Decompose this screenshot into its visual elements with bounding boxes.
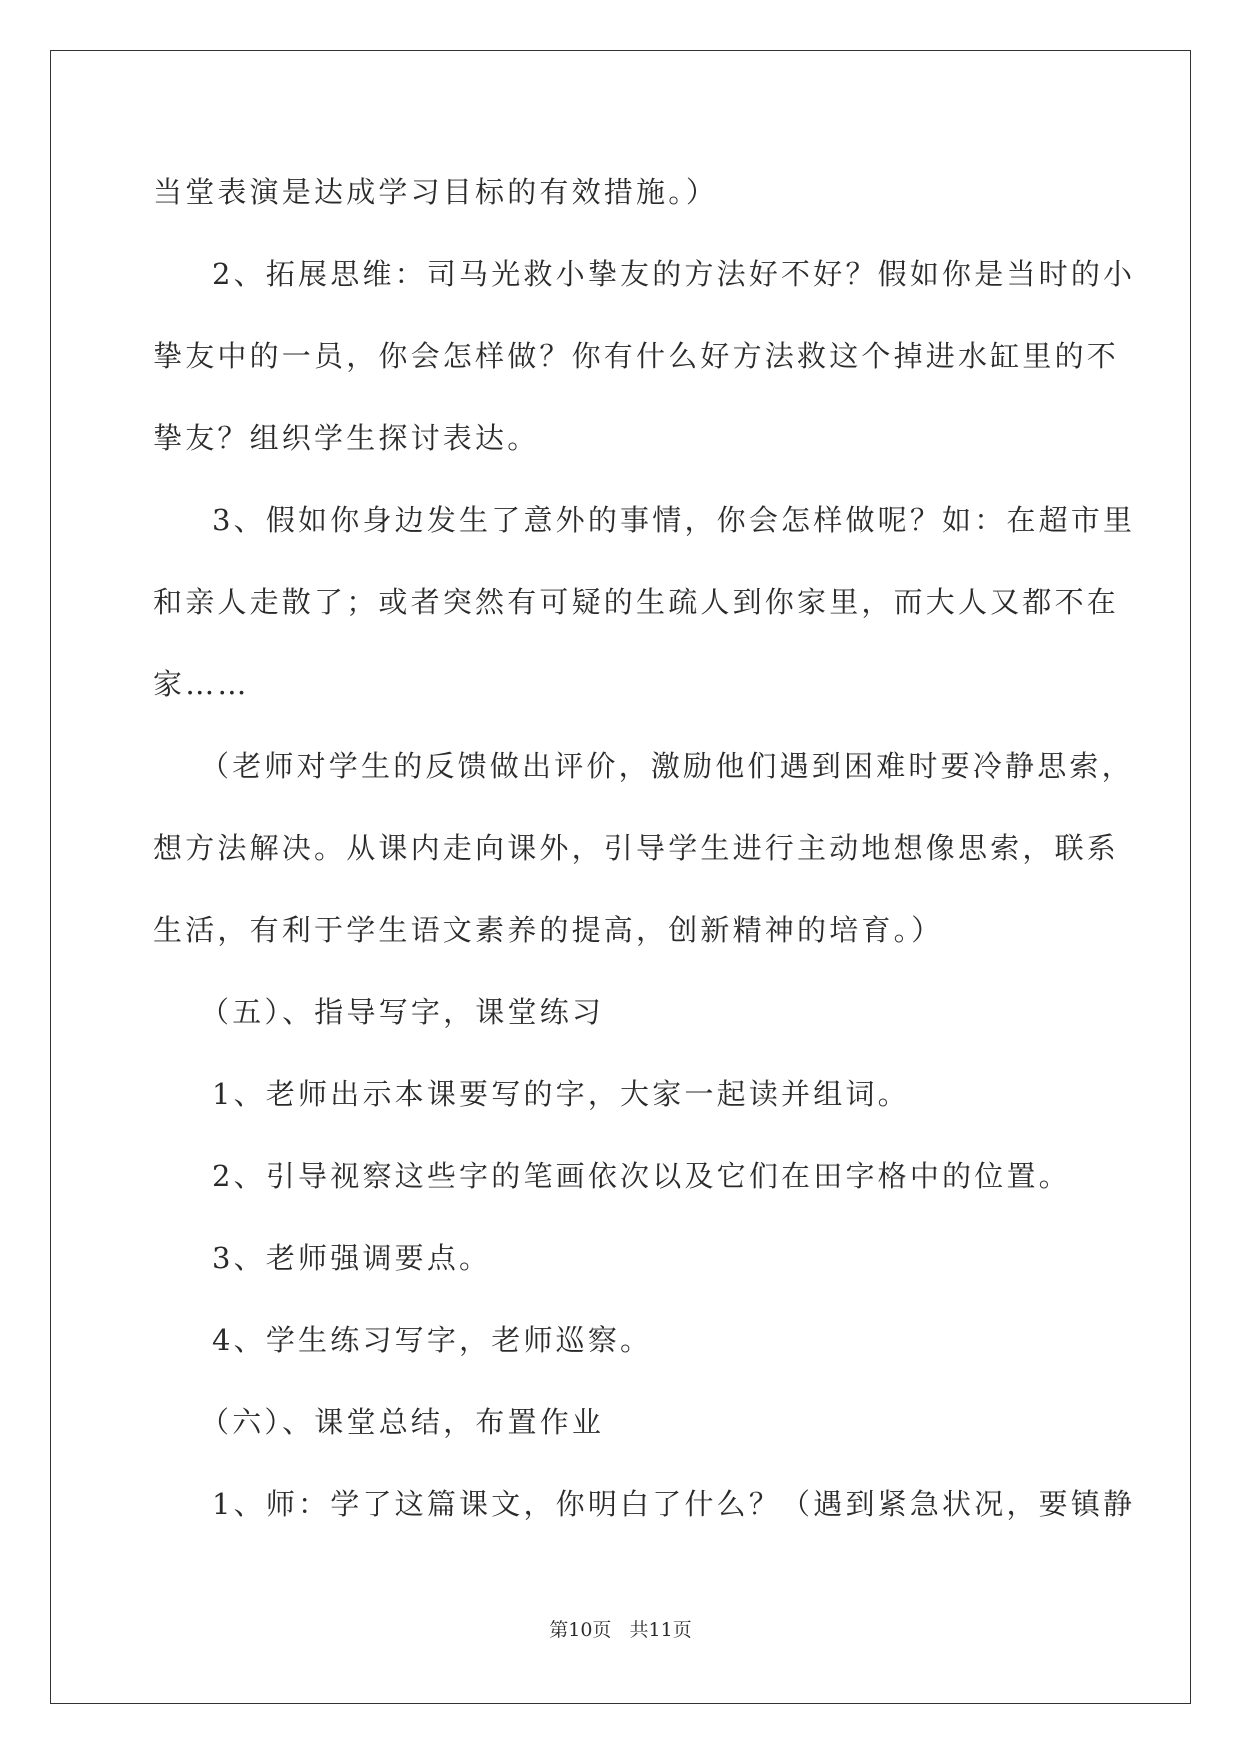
text-line: 2、引导视察这些字的笔画依次以及它们在田字格中的位置。 [212,1159,1071,1193]
text-line: 挚友？组织学生探讨表达。 [153,421,540,455]
text-line: 3、老师强调要点。 [212,1241,492,1275]
section-heading: （六）、课堂总结，布置作业 [200,1405,605,1439]
text-line: 3、假如你身边发生了意外的事情，你会怎样做呢？如：在超市里 [212,503,1136,537]
section-heading: （五）、指导写字，课堂练习 [200,995,605,1029]
text-line: 2、拓展思维：司马光救小挚友的方法好不好？假如你是当时的小 [212,257,1136,291]
text-line: 1、老师出示本课要写的字，大家一起读并组词。 [212,1077,910,1111]
text-line: 1、师：学了这篇课文，你明白了什么？（遇到紧急状况，要镇静 [212,1487,1136,1521]
text-line: 挚友中的一员，你会怎样做？你有什么好方法救这个掉进水缸里的不 [153,339,1120,373]
text-line: 家…… [153,667,250,701]
page-border [50,50,1191,1704]
text-line: 想方法解决。从课内走向课外，引导学生进行主动地想像思索，联系 [153,831,1120,865]
text-line: （老师对学生的反馈做出评价，激励他们遇到困难时要冷静思索， [200,749,1134,783]
text-line: 生活，有利于学生语文素养的提高，创新精神的培育。） [153,913,944,947]
text-line: 4、学生练习写字，老师巡察。 [212,1323,653,1357]
text-line: 和亲人走散了；或者突然有可疑的生疏人到你家里，而大人又都不在 [153,585,1120,619]
text-line: 当堂表演是达成学习目标的有效措施。） [153,175,719,209]
page-number: 第10页 共11页 [549,1619,692,1641]
